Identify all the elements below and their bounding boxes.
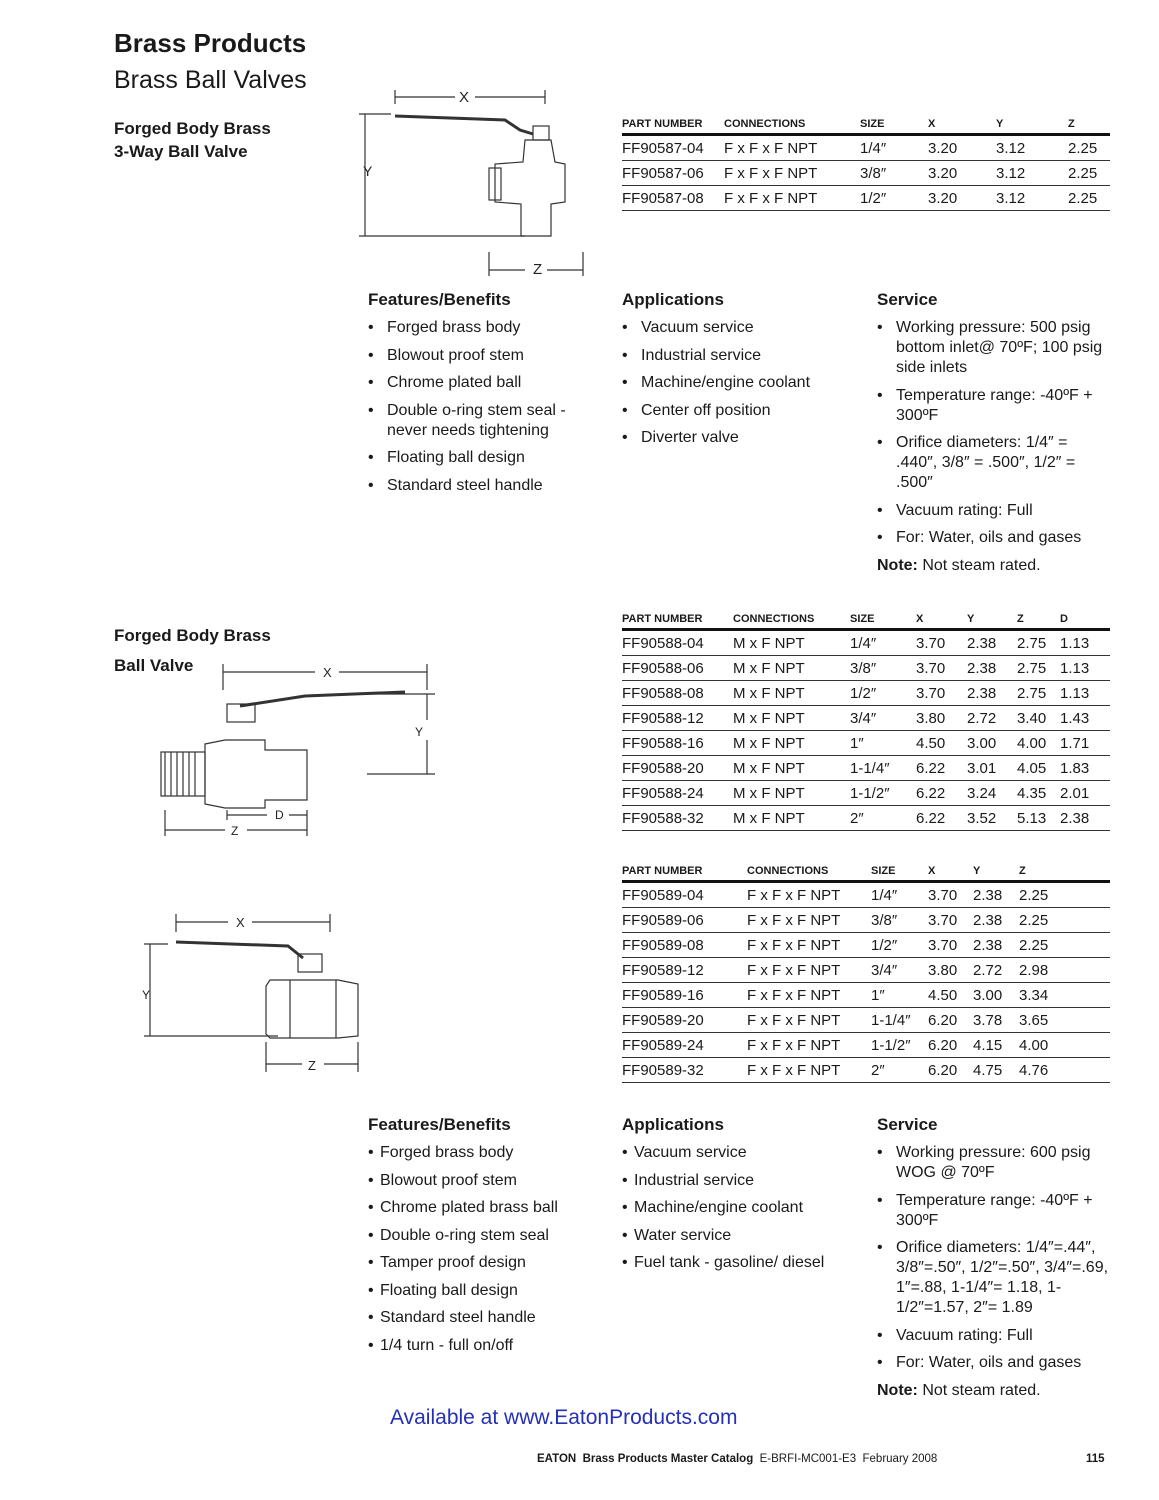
- table-cell: 3/4″: [871, 958, 928, 983]
- table-cell: FF90589-08: [622, 933, 747, 958]
- applications-title: Applications: [622, 290, 725, 309]
- table-cell: 3.20: [928, 135, 996, 161]
- table-cell: 2.25: [1068, 161, 1110, 186]
- table-cell: 3.70: [928, 908, 973, 933]
- page-subtitle: Brass Ball Valves: [114, 66, 307, 94]
- table-row: [622, 882, 1110, 908]
- table-cell: F x F x F NPT: [724, 186, 860, 211]
- table-cell: 2.25: [1019, 933, 1110, 958]
- table-cell: 2.25: [1068, 186, 1110, 211]
- table-header-row: PART NUMBER CONNECTIONS SIZE X Y Z: [622, 866, 1110, 882]
- table-cell: 2.75: [1017, 656, 1060, 681]
- table-cell: 4.00: [1019, 1033, 1110, 1058]
- table-row: [622, 135, 1110, 161]
- dim-y-label: Y: [363, 163, 373, 179]
- list-item: • Floating ball design: [368, 1281, 608, 1301]
- table-cell: FF90587-06: [622, 161, 724, 186]
- table-cell: F x F x F NPT: [747, 908, 871, 933]
- table-cell: 1.13: [1060, 630, 1110, 656]
- table-cell: FF90588-32: [622, 806, 733, 831]
- service-note: Note: Not steam rated.: [877, 1381, 1041, 1399]
- table-row: [622, 1033, 1110, 1058]
- table-cell: 6.22: [916, 781, 967, 806]
- table-cell: FF90588-20: [622, 756, 733, 781]
- availability-link[interactable]: Available at www.EatonProducts.com: [390, 1406, 738, 1429]
- table-row: [622, 161, 1110, 186]
- service-column-1: [877, 290, 1112, 576]
- dim-x-label: X: [236, 915, 245, 930]
- table-cell: 6.20: [928, 1033, 973, 1058]
- table-cell: 1/2″: [871, 933, 928, 958]
- list-item: • Industrial service: [622, 346, 862, 366]
- table-cell: M x F NPT: [733, 706, 850, 731]
- table-cell: F x F x F NPT: [747, 1058, 871, 1083]
- table-cell: FF90589-20: [622, 1008, 747, 1033]
- table-cell: 4.05: [1017, 756, 1060, 781]
- list-item: • 1/4 turn - full on/off: [368, 1336, 608, 1356]
- table-cell: FF90588-12: [622, 706, 733, 731]
- table-cell: FF90588-06: [622, 656, 733, 681]
- table-cell: 3/8″: [860, 161, 928, 186]
- dim-x-label: X: [323, 665, 332, 680]
- section1-heading: Forged Body Brass 3-Way Ball Valve: [114, 119, 271, 161]
- table-cell: M x F NPT: [733, 731, 850, 756]
- list-item: • Vacuum rating: Full: [877, 501, 1112, 521]
- list-item: • Chrome plated ball: [368, 373, 608, 393]
- table-cell: 2.38: [1060, 806, 1110, 831]
- table-row: [622, 731, 1110, 756]
- spec-table-ff90588: [622, 614, 1110, 831]
- section2-heading: Forged Body Brass Ball Valve: [114, 626, 271, 675]
- table-cell: 1-1/2″: [871, 1033, 928, 1058]
- table-cell: 3.65: [1019, 1008, 1110, 1033]
- list-item: • Temperature range: -40ºF + 300ºF: [877, 386, 1112, 426]
- list-item: • Forged brass body: [368, 1143, 608, 1163]
- list-item: • Fuel tank - gasoline/ diesel: [622, 1253, 862, 1273]
- list-item: • Tamper proof design: [368, 1253, 608, 1273]
- footer-code: E-BRFI-MC001-E3: [759, 1453, 857, 1465]
- dim-z-label: Z: [533, 261, 543, 278]
- table-cell: 6.20: [928, 1058, 973, 1083]
- table-cell: 2.75: [1017, 630, 1060, 656]
- table-row: [622, 630, 1110, 656]
- table-row: [622, 1008, 1110, 1033]
- table-cell: 3.20: [928, 161, 996, 186]
- table-cell: 4.00: [1017, 731, 1060, 756]
- table-cell: 2.38: [967, 681, 1017, 706]
- table-cell: 5.13: [1017, 806, 1060, 831]
- list-item: • Chrome plated brass ball: [368, 1198, 608, 1218]
- table-cell: FF90589-32: [622, 1058, 747, 1083]
- table-cell: 3.12: [996, 135, 1068, 161]
- table-cell: FF90587-08: [622, 186, 724, 211]
- table-cell: M x F NPT: [733, 630, 850, 656]
- table-cell: 4.50: [928, 983, 973, 1008]
- table-cell: 1.13: [1060, 681, 1110, 706]
- table-cell: 3.12: [996, 161, 1068, 186]
- table-cell: 3.70: [916, 630, 967, 656]
- table-cell: 2.72: [973, 958, 1019, 983]
- table-cell: F x F x F NPT: [747, 882, 871, 908]
- table-cell: 1/4″: [850, 630, 916, 656]
- table-cell: 3/4″: [850, 706, 916, 731]
- service-title: Service: [877, 1115, 938, 1134]
- dim-z-label: Z: [231, 824, 239, 838]
- table-cell: 4.35: [1017, 781, 1060, 806]
- table-cell: FF90589-12: [622, 958, 747, 983]
- spec-table-ff90589: [622, 866, 1110, 1083]
- table-cell: F x F x F NPT: [724, 135, 860, 161]
- dim-y-label: Y: [415, 725, 424, 739]
- table-cell: 6.22: [916, 756, 967, 781]
- table-row: [622, 186, 1110, 211]
- table-cell: 3.70: [916, 656, 967, 681]
- table-cell: 2.38: [967, 630, 1017, 656]
- list-item: • Center off position: [622, 401, 862, 421]
- footer: [537, 1453, 937, 1465]
- table-cell: F x F x F NPT: [747, 983, 871, 1008]
- list-item: • Double o-ring stem seal: [368, 1226, 608, 1246]
- list-item: • Blowout proof stem: [368, 1171, 608, 1191]
- table-row: [622, 1058, 1110, 1083]
- table-cell: FF90589-04: [622, 882, 747, 908]
- list-item: • Working pressure: 600 psig WOG @ 70ºF: [877, 1143, 1112, 1183]
- list-item: • For: Water, oils and gases: [877, 528, 1112, 548]
- table-cell: 3.80: [928, 958, 973, 983]
- table-cell: 3.12: [996, 186, 1068, 211]
- table-cell: 2.38: [973, 933, 1019, 958]
- table-cell: 4.75: [973, 1058, 1019, 1083]
- table-header-row: PART NUMBER CONNECTIONS SIZE X Y Z: [622, 119, 1110, 135]
- table-cell: FF90588-24: [622, 781, 733, 806]
- list-item: • For: Water, oils and gases: [877, 1353, 1112, 1373]
- list-item: • Double o-ring stem seal - never needs tightening: [368, 401, 608, 441]
- features-column-2: [368, 1115, 608, 1363]
- table-cell: 3.80: [916, 706, 967, 731]
- table-cell: 2.25: [1019, 908, 1110, 933]
- table-cell: 2.75: [1017, 681, 1060, 706]
- table-cell: F x F x F NPT: [747, 1008, 871, 1033]
- table-cell: 4.76: [1019, 1058, 1110, 1083]
- table-cell: 2.25: [1019, 882, 1110, 908]
- table-cell: 1/4″: [871, 882, 928, 908]
- table-cell: M x F NPT: [733, 681, 850, 706]
- table-cell: 3.78: [973, 1008, 1019, 1033]
- table-cell: F x F x F NPT: [747, 958, 871, 983]
- list-item: • Forged brass body: [368, 318, 608, 338]
- table-cell: FF90588-08: [622, 681, 733, 706]
- list-item: • Machine/engine coolant: [622, 373, 862, 393]
- table-cell: 1-1/4″: [850, 756, 916, 781]
- service-column-2: [877, 1115, 1112, 1401]
- table-row: [622, 933, 1110, 958]
- footer-brand: EATON: [537, 1453, 577, 1465]
- list-item: • Floating ball design: [368, 448, 608, 468]
- table-cell: 6.22: [916, 806, 967, 831]
- table-cell: 2″: [850, 806, 916, 831]
- table-cell: 4.15: [973, 1033, 1019, 1058]
- table-cell: 3.00: [973, 983, 1019, 1008]
- table-cell: 1″: [871, 983, 928, 1008]
- table-cell: 1.71: [1060, 731, 1110, 756]
- applications-title: Applications: [622, 1115, 725, 1134]
- table-cell: 2.38: [973, 882, 1019, 908]
- footer-date: February 2008: [862, 1453, 938, 1465]
- table-cell: 3.70: [928, 882, 973, 908]
- table-cell: 1″: [850, 731, 916, 756]
- table-cell: FF90588-04: [622, 630, 733, 656]
- table-cell: F x F x F NPT: [747, 1033, 871, 1058]
- page-number: 115: [1086, 1453, 1105, 1465]
- table-cell: FF90587-04: [622, 135, 724, 161]
- list-item: • Vacuum rating: Full: [877, 1326, 1112, 1346]
- table-cell: F x F x F NPT: [724, 161, 860, 186]
- table-cell: 3.00: [967, 731, 1017, 756]
- table-row: [622, 706, 1110, 731]
- applications-column-1: [622, 290, 862, 456]
- table-cell: 1/2″: [850, 681, 916, 706]
- table-cell: M x F NPT: [733, 806, 850, 831]
- list-item: • Vacuum service: [622, 318, 862, 338]
- footer-catalog: Brass Products Master Catalog: [582, 1453, 754, 1465]
- table-cell: 1.13: [1060, 656, 1110, 681]
- dim-x-label: X: [459, 89, 470, 106]
- table-cell: 2″: [871, 1058, 928, 1083]
- table-cell: 3.34: [1019, 983, 1110, 1008]
- table-cell: M x F NPT: [733, 656, 850, 681]
- table-cell: 2.98: [1019, 958, 1110, 983]
- list-item: • Standard steel handle: [368, 1308, 608, 1328]
- table-cell: 1.83: [1060, 756, 1110, 781]
- table-row: [622, 681, 1110, 706]
- list-item: • Temperature range: -40ºF + 300ºF: [877, 1191, 1112, 1231]
- list-item: • Orifice diameters: 1/4″ = .440″, 3/8″ = .500″, 1/2″ = .500″: [877, 433, 1112, 493]
- table-cell: 2.38: [967, 656, 1017, 681]
- table-cell: FF90589-06: [622, 908, 747, 933]
- table-cell: 3.01: [967, 756, 1017, 781]
- table-cell: FF90589-16: [622, 983, 747, 1008]
- table-cell: 2.01: [1060, 781, 1110, 806]
- table-cell: 3.70: [928, 933, 973, 958]
- list-item: • Diverter valve: [622, 428, 862, 448]
- table-cell: F x F x F NPT: [747, 933, 871, 958]
- table-cell: 3.52: [967, 806, 1017, 831]
- list-item: • Blowout proof stem: [368, 346, 608, 366]
- table-cell: 3/8″: [871, 908, 928, 933]
- table-cell: 6.20: [928, 1008, 973, 1033]
- table-row: [622, 781, 1110, 806]
- features-column-1: [368, 290, 608, 503]
- table-cell: 2.38: [973, 908, 1019, 933]
- table-row: [622, 756, 1110, 781]
- table-cell: 2.25: [1068, 135, 1110, 161]
- dim-z-label: Z: [308, 1058, 316, 1073]
- table-cell: 1/2″: [860, 186, 928, 211]
- table-cell: 3.70: [916, 681, 967, 706]
- page-title: Brass Products: [114, 28, 307, 58]
- list-item: • Industrial service: [622, 1171, 862, 1191]
- table-cell: M x F NPT: [733, 781, 850, 806]
- table-cell: FF90588-16: [622, 731, 733, 756]
- service-note: Note: Not steam rated.: [877, 556, 1041, 574]
- table-cell: 1-1/2″: [850, 781, 916, 806]
- list-item: • Water service: [622, 1226, 862, 1246]
- table-cell: 1-1/4″: [871, 1008, 928, 1033]
- table-cell: 2.72: [967, 706, 1017, 731]
- features-title: Features/Benefits: [368, 1115, 511, 1134]
- table-row: [622, 908, 1110, 933]
- list-item: • Vacuum service: [622, 1143, 862, 1163]
- table-cell: 3.24: [967, 781, 1017, 806]
- table-row: [622, 806, 1110, 831]
- table-row: [622, 958, 1110, 983]
- service-title: Service: [877, 290, 938, 309]
- mxf-valve-drawing: [155, 660, 445, 845]
- list-item: • Orifice diameters: 1/4″=.44″, 3/8″=.50″, 1/2″=.50″, 3/4″=.69, 1″=.88, 1-1/4″= 1.18, 1-1/2″=1.57, 2″= 1.89: [877, 1238, 1112, 1318]
- dim-d-label: D: [275, 808, 284, 822]
- list-item: • Standard steel handle: [368, 476, 608, 496]
- table-cell: 3/8″: [850, 656, 916, 681]
- fxf-valve-drawing: [138, 910, 368, 1080]
- applications-column-2: [622, 1115, 862, 1281]
- table-cell: 1.43: [1060, 706, 1110, 731]
- table-cell: 4.50: [916, 731, 967, 756]
- table-cell: 3.40: [1017, 706, 1060, 731]
- spec-table-ff90587: [622, 119, 1110, 211]
- three-way-valve-drawing: [355, 80, 595, 280]
- table-cell: 1/4″: [860, 135, 928, 161]
- dim-y-label: Y: [142, 988, 151, 1002]
- list-item: • Working pressure: 500 psig bottom inlet@ 70ºF; 100 psig side inlets: [877, 318, 1112, 378]
- table-row: [622, 983, 1110, 1008]
- list-item: • Machine/engine coolant: [622, 1198, 862, 1218]
- table-cell: 3.20: [928, 186, 996, 211]
- table-cell: FF90589-24: [622, 1033, 747, 1058]
- table-row: [622, 656, 1110, 681]
- features-title: Features/Benefits: [368, 290, 511, 309]
- table-header-row: PART NUMBER CONNECTIONS SIZE X Y Z D: [622, 614, 1110, 630]
- table-cell: M x F NPT: [733, 756, 850, 781]
